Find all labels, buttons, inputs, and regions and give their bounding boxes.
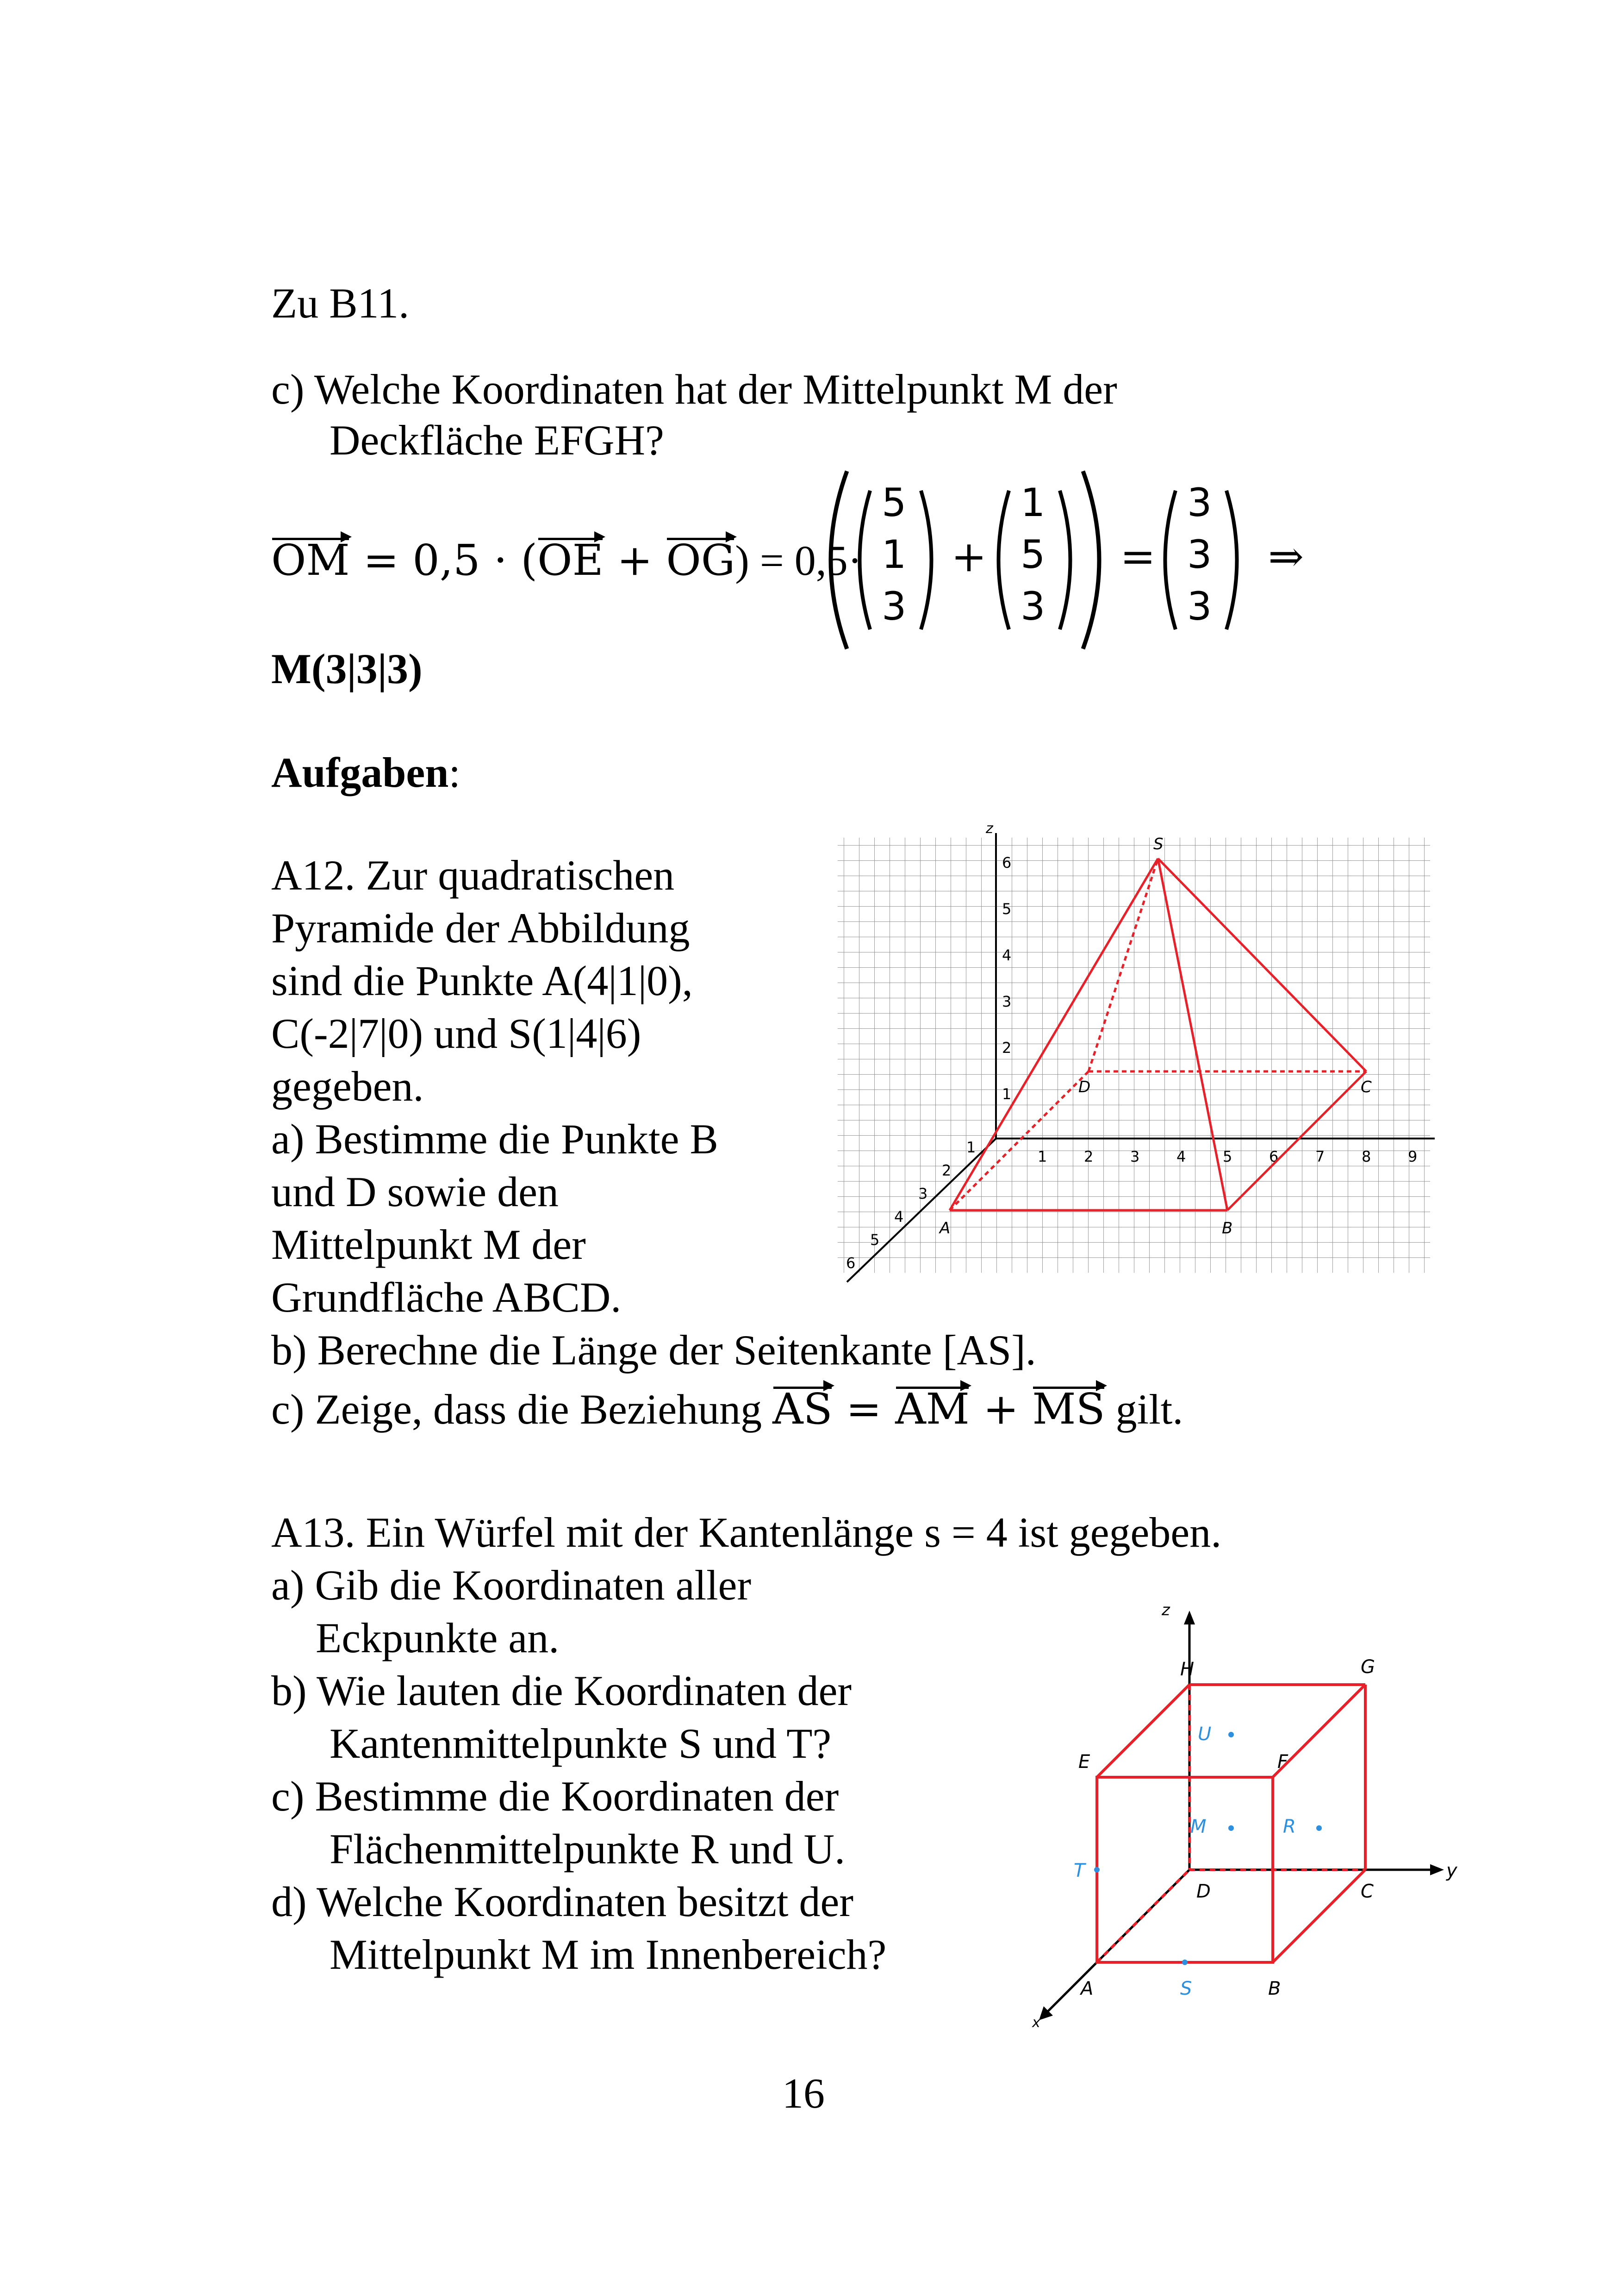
vector-om: OM xyxy=(271,535,350,586)
b11-result: M(3|3|3) xyxy=(271,645,423,692)
corner-b: B xyxy=(1268,1978,1281,1999)
mid-t: T xyxy=(1074,1860,1085,1881)
a13-c1: c) Bestimme die Koordinaten der xyxy=(271,1773,839,1820)
y-tick-4: 4 xyxy=(1176,1148,1186,1165)
v2-x: 1 xyxy=(1021,480,1045,525)
corner-a: A xyxy=(1081,1978,1094,1999)
mid-m-dot xyxy=(1228,1825,1234,1831)
a12-line-2: sind die Punkte A(4|1|0), xyxy=(271,957,693,1004)
z-tick-6: 6 xyxy=(1002,854,1012,871)
vector-ms: MS xyxy=(1032,1384,1105,1435)
a12-line-1: Pyramide der Abbildung xyxy=(271,904,690,952)
z-tick-3: 3 xyxy=(1002,993,1012,1010)
v2-y: 5 xyxy=(1021,532,1045,577)
mid-s-dot xyxy=(1182,1960,1188,1965)
x-tick-4: 4 xyxy=(894,1208,904,1226)
b11-question-line2: Deckfläche EFGH? xyxy=(330,417,664,464)
v3-z: 3 xyxy=(1187,584,1212,629)
pyramid-figure xyxy=(824,815,1444,1287)
label-s: S xyxy=(1153,835,1164,853)
mid-u: U xyxy=(1198,1724,1212,1745)
y-tick-8: 8 xyxy=(1362,1148,1371,1165)
y-tick-3: 3 xyxy=(1130,1148,1140,1165)
x-tick-6: 6 xyxy=(846,1254,856,1272)
mid-r: R xyxy=(1283,1816,1296,1837)
v3-x: 3 xyxy=(1187,480,1212,525)
z-tick-2: 2 xyxy=(1002,1039,1012,1057)
z-tick-4: 4 xyxy=(1002,946,1012,964)
a12-line-7: Mittelpunkt M der xyxy=(271,1221,586,1268)
a12-line-0: A12. Zur quadratischen xyxy=(271,852,675,899)
x-tick-3: 3 xyxy=(918,1185,928,1202)
corner-h: H xyxy=(1180,1659,1195,1680)
vector-og: OG xyxy=(666,535,735,586)
cube-y-arrow xyxy=(1430,1864,1444,1875)
a12-line-5: a) Bestimme die Punkte B xyxy=(271,1115,718,1163)
a13-d1: d) Welche Koordinaten besitzt der xyxy=(271,1878,853,1925)
z-tick-1: 1 xyxy=(1002,1085,1012,1103)
cube-x-axis xyxy=(1046,1870,1189,2013)
cube-figure xyxy=(1027,1592,1467,2032)
aufgaben-heading: Aufgaben: xyxy=(271,749,461,796)
v2-z: 3 xyxy=(1021,584,1045,629)
corner-f: F xyxy=(1277,1751,1288,1773)
y-tick-1: 1 xyxy=(1038,1148,1047,1165)
matrix-plus: + xyxy=(951,532,987,581)
mid-t-dot xyxy=(1094,1867,1100,1873)
mid-s: S xyxy=(1180,1978,1192,1999)
v3-y: 3 xyxy=(1187,532,1212,577)
x-tick-1: 1 xyxy=(966,1139,976,1156)
a13-b1: b) Wie lauten die Koordinaten der xyxy=(271,1667,852,1714)
a12-task-c: c) Zeige, dass die Beziehung AS = AM + MS gilt. xyxy=(271,1384,1183,1435)
eq-plus: + xyxy=(616,535,653,585)
grid-background xyxy=(838,838,1430,1273)
a12-task-b: b) Berechne die Länge der Seitenkante [AS]. xyxy=(271,1326,1036,1374)
y-tick-9: 9 xyxy=(1408,1148,1418,1165)
cube-y-label: y xyxy=(1446,1860,1457,1881)
a12-line-6: und D sowie den xyxy=(271,1168,559,1215)
corner-c: C xyxy=(1361,1881,1374,1902)
edge-bc xyxy=(1273,1870,1365,1962)
y-tick-6: 6 xyxy=(1269,1148,1279,1165)
label-b: B xyxy=(1222,1219,1233,1238)
a13-b2: Kantenmittelpunkte S und T? xyxy=(330,1720,832,1767)
y-tick-7: 7 xyxy=(1315,1148,1325,1165)
vector-oe: OE xyxy=(537,535,604,586)
implies-arrow: ⇒ xyxy=(1268,532,1304,581)
vector-am: AM xyxy=(895,1384,970,1435)
label-d: D xyxy=(1078,1078,1091,1096)
corner-d: D xyxy=(1196,1881,1211,1902)
b11-question-line1: c) Welche Koordinaten hat der Mittelpunkt M der xyxy=(271,366,1117,413)
a13-a1: a) Gib die Koordinaten aller xyxy=(271,1562,752,1609)
mid-r-dot xyxy=(1316,1825,1322,1831)
a12-line-8: Grundfläche ABCD. xyxy=(271,1274,622,1321)
y-tick-5: 5 xyxy=(1223,1148,1232,1165)
page-number: 16 xyxy=(782,2070,825,2117)
a13-intro: A13. Ein Würfel mit der Kantenlänge s = 4 ist gegeben. xyxy=(271,1509,1222,1556)
eq-part2: ) = 0,5· xyxy=(735,537,862,584)
edge-eh xyxy=(1097,1685,1189,1777)
cube-z-arrow xyxy=(1184,1611,1195,1624)
mid-u-dot xyxy=(1228,1732,1234,1737)
vector-equation xyxy=(271,535,862,586)
v1-z: 3 xyxy=(882,584,907,629)
a13-c2: Flächenmittelpunkte R und U. xyxy=(330,1825,846,1873)
y-tick-2: 2 xyxy=(1084,1148,1094,1165)
cube-x-label: x xyxy=(1032,2015,1040,2031)
a12-line-4: gegeben. xyxy=(271,1063,424,1110)
corner-e: E xyxy=(1078,1751,1090,1773)
x-tick-5: 5 xyxy=(870,1231,880,1249)
section-ref: Zu B11. xyxy=(271,280,410,327)
vector-as: AS xyxy=(772,1384,832,1435)
label-a: A xyxy=(940,1219,951,1238)
z-axis-label: z xyxy=(986,821,993,837)
v1-y: 1 xyxy=(882,532,907,577)
label-c: C xyxy=(1361,1078,1372,1096)
matrix-equals: = xyxy=(1120,532,1156,581)
a13-d2: Mittelpunkt M im Innenbereich? xyxy=(330,1931,887,1978)
cube-corner-labels xyxy=(1078,1656,1375,1999)
x-tick-2: 2 xyxy=(942,1162,952,1179)
z-tick-5: 5 xyxy=(1002,900,1012,918)
eq-part1: = 0,5 · ( xyxy=(363,535,538,585)
a13-a2: Eckpunkte an. xyxy=(316,1614,560,1661)
corner-g: G xyxy=(1361,1656,1375,1678)
cube-z-label: z xyxy=(1162,1601,1170,1619)
a12-line-3: C(-2|7|0) und S(1|4|6) xyxy=(271,1010,641,1057)
mid-m: M xyxy=(1190,1816,1207,1837)
v1-x: 5 xyxy=(882,480,907,525)
